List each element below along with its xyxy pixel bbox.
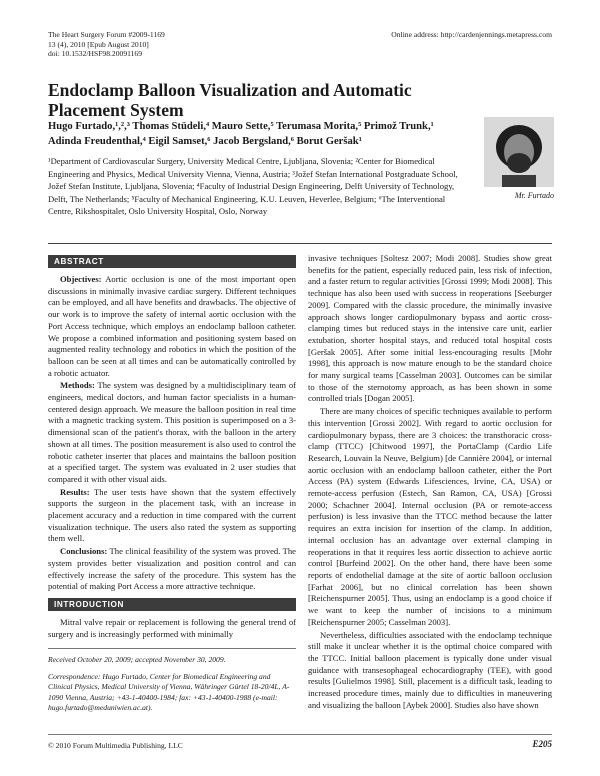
introduction-body	[48, 617, 296, 641]
received-note: Received October 20, 2009; accepted November 30, 2009.	[48, 655, 226, 664]
abstract-methods	[48, 380, 296, 485]
results-label: Results:	[60, 486, 90, 497]
footer-divider	[48, 734, 552, 735]
results-text: The user tests have shown that the system effectively supports the surgeon in the placement task, with an increase in placement accuracy and a reduction in time compared with the current visualization technique. The users also rated the system as supporting them well.	[48, 486, 296, 544]
journal-line-1: The Heart Surgery Forum #2009-1169	[48, 30, 165, 39]
abstract-heading: ABSTRACT	[48, 255, 296, 268]
journal-doi: doi: 10.1532/HSF98.20091169	[48, 49, 143, 59]
objectives-label: Objectives:	[60, 274, 102, 284]
header-divider	[48, 243, 552, 244]
photo-caption: Mr. Furtado	[514, 191, 554, 200]
introduction-paragraph: Mitral valve repair or replacement is following the general trend of surgery and is increasingly performed with minimally	[48, 617, 296, 639]
journal-header	[48, 30, 165, 59]
abstract-objectives	[48, 274, 296, 379]
body-paragraph: invasive techniques [Soltesz 2007; Modi 2008]. Studies show great benefits for the patient, especially reduced pain, less risk of infection, and a faster return to regular activities [Grossi 1999; Modi 2008]. This technique has also been used with success in reoperations [Seeburger 2009]. Compared with the classic procedure, the minimally invasive approach shows longer cardiopulmonary bypass and aortic cross-clamping times but reduced stays in the intensive care unit, earlier extubation, shorter hospital stays, and reduced total hospital costs [Geršak 2005]. After some initial less-encouraging results [Mohr 1998], this approach is now mature enough to be the standard choice for many surgical teams [Casselman 2003]. Outcomes can be similar to those of the sternotomy approach, as has been shown in some controlled trials [Dogan 2005].	[308, 253, 552, 404]
introduction-heading: INTRODUCTION	[48, 598, 296, 611]
article-title: Endoclamp Balloon Visualization and Automatic Placement System	[48, 80, 412, 120]
footnote-divider	[48, 648, 296, 649]
correspondence-note: Correspondence: Hugo Furtado, Center for Biomedical Engineering and Clinical Physics, Medical University of Vienna, Währinger Gürtel 18-20/4L, A-1090 Vienna, Austria; +43-1-40400-1984; fax: +43-1-40400-1988 (e-mail: hugo.furtado@meduniwien.ac.at).	[48, 672, 290, 713]
page-number: E205	[532, 739, 552, 749]
methods-text: The system was designed by a multidisciplinary team of engineers, medical doctors, and human factor specialists in a human-centered design approach. We measure the balloon position in real time with a magnetic tracking system. This position is superimposed on a 3-dimensional scan of the patient's thorax, with the balloon in the artery shown at all times. The position measurement is also used to control the robotic catheter inserter that places and maintains the balloon position at a specified target. The system was evaluated in 2 user studies that compared it with other visual aids.	[48, 380, 296, 484]
objectives-text: Aortic occlusion is one of the most important open discussions in minimally invasive cardiac surgery. Different techniques can be employed, and all have benefits and drawbacks. The objective of our work is to improve the safety of internal aortic occlusion with the Port Access technique, which employs an endoclamp balloon catheter. We propose a combined information and positioning system based on augmented reality technology and robotics in which the position of the balloon can be seen at all times and can be automatically controlled by a robotic actuator.	[48, 274, 296, 378]
author-photo	[484, 117, 554, 187]
author-list: Hugo Furtado,¹,²,³ Thomas Stüdeli,⁴ Mauro Sette,⁵ Terumasa Morita,⁵ Primož Trunk,¹ Adinda Freudenthal,⁴ Eigil Samset,⁶ Jacob Bergsland,⁶ Borut Geršak¹	[48, 121, 434, 147]
conclusions-text: The clinical feasibility of the system was proved. The system provides better visualization and position control and can effectively increase the safety of the procedure. This system has the potential of making Port Access a more attractive technique.	[48, 546, 296, 592]
right-column	[308, 253, 552, 712]
journal-line-2: 13 (4), 2010 [Epub August 2010]	[48, 39, 149, 49]
abstract-conclusions	[48, 546, 296, 593]
abstract-results	[48, 487, 296, 546]
affiliations: ¹Department of Cardiovascular Surgery, University Medical Centre, Ljubljana, Slovenia; ²Center for Biomedical Engineering and Physics, Medical University Vienna, Vienna, Austria; ³Jožef Stefan International Postgraduate School, Jožef Stefan Institute, Ljubljana, Slovenia; ⁴Faculty of Industrial Design Engineering, Delft University of Technology, Delft, The Netherlands; ⁵Faculty of Mechanical Engineering, K.U. Leuven, Heverlee, Belgium; ⁶The Interventional Centre, Rikshospitalet, Oslo University Hospital, Oslo, Norway	[48, 156, 458, 217]
body-paragraph: There are many choices of specific techniques available to perform this intervention [Grossi 2002]. With regard to aortic occlusion for cardiopulmonary bypass, there are 3 choices: the transthoracic cross-clamp (TTCC) [Chitwood 1997], the PortaClamp (Cardio Life Research, Louvain la Neuve, Belgium) [de Cannière 2004], or internal aortic occlusion with an endoclamp balloon catheter, either the Port Access (PA) system (Edwards Lifesciences, Irvine, CA, USA) or remote-access perfusion (Estech, San Ramon, CA, USA) [Grossi 2000; Schachner 2004]. Internal occlusion (PA or remote-access perfusion) is less invasive than the TTCC method because the latter requires an extra incision for insertion of the clamp. In addition, internal occlusion has an advantage over external clamping in reoperations in that it requires less aortic dissection to achieve aortic control [Burfeind 2002]. On the other hand, there have been some reports of endothelial damage at the site of aortic balloon occlusion [Farhat 2006], but no clinical correlation has been shown [Reichenspurner 2005]. Thus, using an endoclamp is a good choice if we want to keep the number of incisions to a minimum [Reichenspurner 2005; Casselman 2003].	[308, 406, 552, 627]
copyright: © 2010 Forum Multimedia Publishing, LLC	[48, 741, 183, 750]
conclusions-label: Conclusions:	[60, 546, 108, 557]
methods-label: Methods:	[60, 380, 95, 391]
online-address: Online address: http://cardenjennings.metapress.com	[391, 30, 552, 39]
body-paragraph: Nevertheless, difficulties associated with the endoclamp technique still make it unclear whether it is the optimal choice compared with the TTCC. Initial balloon placement is typically done under visual guidance with transesophageal echocardiography (TEE), with good results [Gulielmos 1998]. Still, placement is a difficult task, leading to increased procedure times, mainly due to difficulties in maneuvering and visualizing the balloon [Aybek 2000]. Studies also have shown	[308, 629, 552, 710]
abstract-body	[48, 274, 296, 594]
